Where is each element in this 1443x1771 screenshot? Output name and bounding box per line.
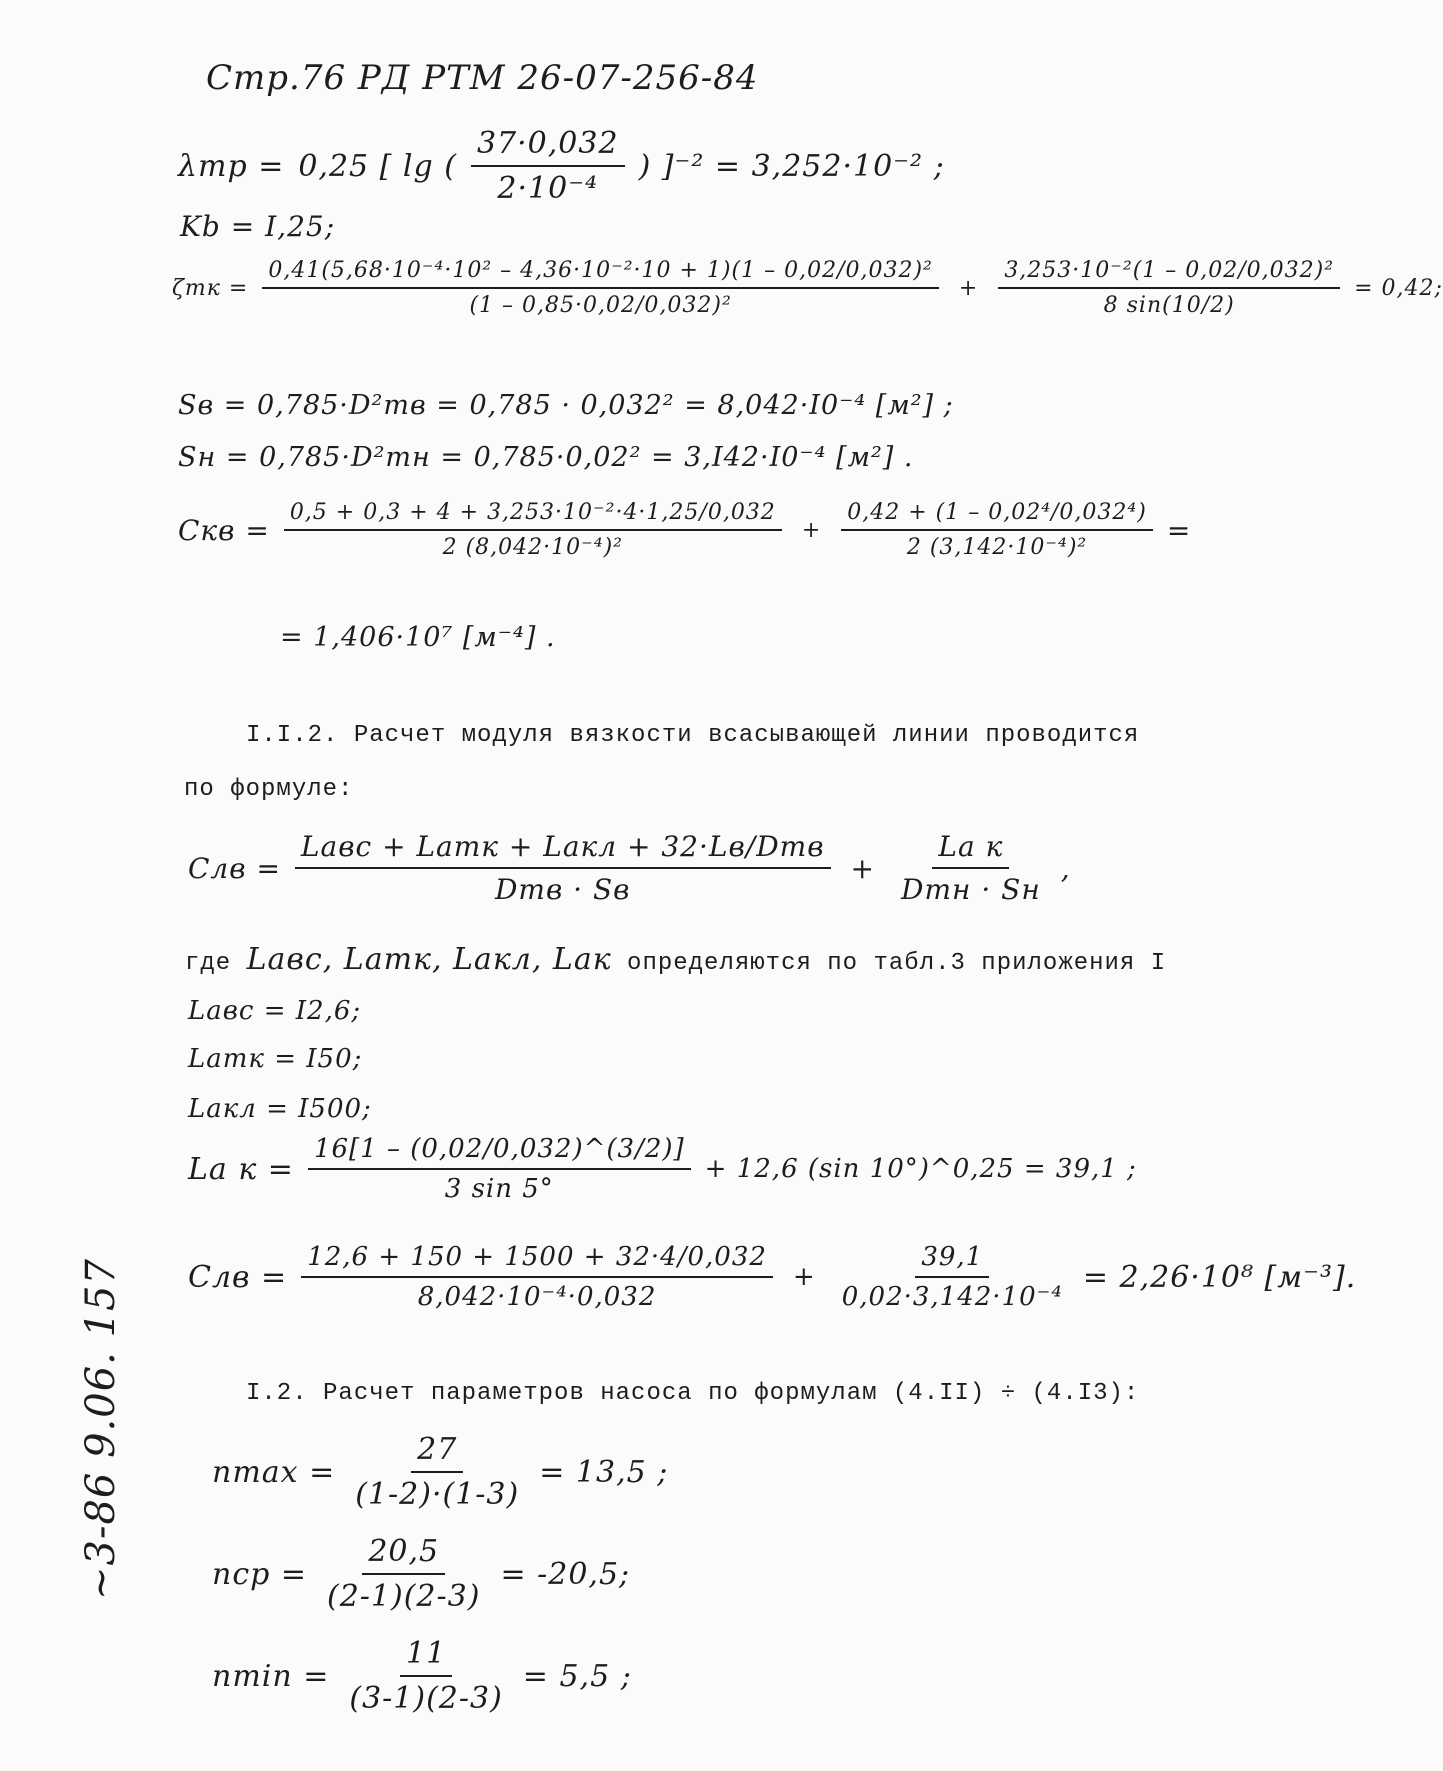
equation-lambda: [178, 126, 945, 206]
equation-cab: Cлв = $\frac{\text{Laвс + Laтк + Laкл + 32·Lв/Dтв}}{\text{Dтв · Sв}}$ + $\frac{\text{La к}}{\text{Dтн · Sн}}$ ,: [188, 830, 1071, 906]
lambda-right: ) ]⁻² = 3,252·10⁻² ;: [638, 148, 945, 184]
cab2-fraction-1: [301, 1242, 773, 1312]
lambda-left: 0,25 [ lg (: [298, 148, 457, 184]
n-min-result: = 5,5 ;: [522, 1658, 632, 1694]
equation-sb: Sв = 0,785·D²тв = 0,785 · 0,032² = 8,042·I0⁻⁴ [м²] ;: [178, 390, 954, 421]
equation-k: Kb = I,25;: [180, 210, 336, 243]
equation-zeta: ζтк = $\frac{\text{0,41(5,68·10⁻⁴·10² – 4,36·10⁻²·10 + 1)(1 – 0,02/0,032)²}}{\text{(1 – 0,85·0,02/0,032)²}}$ + $\frac{\text{3,253·10⁻²(1 – 0,02/0,032)²}}{8 \sin(10/2)}$ = 0,42;: [172, 258, 1443, 318]
ckv-equals: =: [1166, 513, 1192, 547]
lambda-numerator: 37·0,032: [471, 126, 625, 167]
cab-numerator-2: La к: [932, 830, 1009, 869]
zeta-fraction-2: [998, 258, 1340, 318]
n-min-denominator: (3-1)(2-3): [349, 1681, 503, 1716]
margin-stamp: ~3-86 9.06. 157: [78, 1258, 124, 1600]
zeta-denominator-2: 8 sin(10/2): [1103, 293, 1235, 318]
lak-rest: + 12,6 (sin 10°)^0,25 = 39,1 ;: [704, 1154, 1137, 1184]
cab2-numerator-1: 12,6 + 150 + 1500 + 32·4/0,032: [301, 1242, 773, 1278]
n-max-numerator: 27: [411, 1432, 463, 1473]
n-cp-lhs: nср =: [212, 1556, 307, 1592]
equation-ckv-result: = 1,406·10⁷ [м⁻⁴] .: [280, 622, 556, 653]
n-cp-fraction: [321, 1534, 486, 1614]
cab2-lhs: Cлв =: [188, 1259, 288, 1295]
n-cp-denominator: (2-1)(2-3): [327, 1579, 481, 1614]
paragraph-1: I.I.2. Расчет модуля вязкости всасывающей линии проводится: [246, 722, 1140, 749]
lak-numerator: 16[1 – (0,02/0,032)^(3/2)]: [308, 1134, 691, 1170]
n-min-lhs: nmin =: [212, 1658, 330, 1694]
ckv-fraction-1: [284, 500, 782, 560]
paragraph-2: [185, 942, 1166, 977]
ckv-denominator-2: 2 (3,142·10⁻⁴)²: [906, 535, 1088, 560]
equation-ckv: Cкв = $\frac{\text{0,5 + 0,3 + 4 + 3,253·10⁻²·4·1,25/0,032}}{\text{2 (8,042·10⁻⁴)²}}$ + $\frac{\text{0,42 + (1 – 0,02⁴/0,032⁴)}}{\text{2 (3,142·10⁻⁴)²}}$ =: [178, 500, 1192, 560]
n-max-lhs: nmax =: [212, 1454, 336, 1490]
lambda-fraction: [471, 126, 625, 206]
paragraph-2-labels: Laвс, Laтк, Laкл, Laк: [246, 942, 612, 977]
cab2-numerator-2: 39,1: [915, 1242, 989, 1278]
zeta-fraction-1: [262, 258, 939, 318]
la-kl: Laкл = I500;: [188, 1094, 372, 1124]
zeta-numerator-2: 3,253·10⁻²(1 – 0,02/0,032)²: [998, 258, 1340, 289]
cab-tail: ,: [1060, 851, 1071, 885]
la-tk: Laтк = I50;: [188, 1044, 363, 1074]
zeta-numerator-1: 0,41(5,68·10⁻⁴·10² – 4,36·10⁻²·10 + 1)(1 – 0,02/0,032)²: [262, 258, 939, 289]
n-cp-numerator: 20,5: [362, 1534, 445, 1575]
cab-denominator-1: Dтв · Sв: [494, 873, 631, 906]
n-cp-result: = -20,5;: [500, 1556, 631, 1592]
zeta-denominator-1: (1 – 0,85·0,02/0,032)²: [469, 293, 732, 318]
page-header: Стр.76 РД РТМ 26-07-256-84: [206, 58, 759, 98]
equation-n-max: [212, 1432, 668, 1512]
lak-denominator: 3 sin 5°: [444, 1174, 554, 1204]
n-min-fraction: [343, 1636, 508, 1716]
equation-n-cp: [212, 1534, 630, 1614]
equation-lak: [188, 1134, 1137, 1204]
ckv-lhs: Cкв =: [178, 513, 270, 547]
lambda-denominator: 2·10⁻⁴: [497, 171, 599, 206]
la-bc: Laвс = I2,6;: [188, 996, 362, 1026]
lak-lhs: La к =: [188, 1151, 294, 1187]
n-max-result: = 13,5 ;: [539, 1454, 669, 1490]
equation-cab-2: Cлв = $\frac{12,6 + 150 + 1500 + 32\cdot 4/0,032}{\text{8,042·10⁻⁴·0,032}}$ + $\frac{39,1}{\text{0,02·3,142·10⁻⁴}}$ = 2,26·10⁸ [м⁻³].: [188, 1242, 1357, 1312]
cab-denominator-2: Dтн · Sн: [901, 873, 1041, 906]
paragraph-2-prefix: где: [185, 950, 232, 977]
cab2-denominator-2: 0,02·3,142·10⁻⁴: [841, 1282, 1063, 1312]
cab-numerator-1: Laвс + Laтк + Laкл + 32·Lв/Dтв: [295, 830, 831, 869]
cab2-denominator-1: 8,042·10⁻⁴·0,032: [417, 1282, 657, 1312]
paragraph-3: I.2. Расчет параметров насоса по формулам (4.II) ÷ (4.I3):: [246, 1380, 1140, 1407]
n-min-numerator: 11: [400, 1636, 452, 1677]
ckv-numerator-1: 0,5 + 0,3 + 4 + 3,253·10⁻²·4·1,25/0,032: [284, 500, 782, 531]
lak-fraction: [308, 1134, 691, 1204]
n-max-denominator: (1-2)·(1-3): [355, 1477, 520, 1512]
equation-n-min: [212, 1636, 632, 1716]
zeta-lhs: ζтк =: [172, 275, 249, 301]
cab-fraction-1: [295, 830, 831, 906]
cab-lhs: Cлв =: [188, 851, 281, 885]
ckv-denominator-1: 2 (8,042·10⁻⁴)²: [442, 535, 623, 560]
ckv-numerator-2: 0,42 + (1 – 0,02⁴/0,032⁴): [841, 500, 1153, 531]
cab-fraction-2: [895, 830, 1047, 906]
zeta-result: = 0,42;: [1354, 275, 1443, 301]
lambda-lhs: λтр =: [178, 148, 285, 184]
paragraph-1-continued: по формуле:: [184, 776, 354, 803]
cab2-fraction-2: [836, 1242, 1069, 1312]
equation-sn: Sн = 0,785·D²тн = 0,785·0,02² = 3,I42·I0⁻⁴ [м²] .: [178, 442, 914, 473]
cab2-result: = 2,26·10⁸ [м⁻³].: [1082, 1259, 1357, 1295]
n-max-fraction: [349, 1432, 525, 1512]
paragraph-2-suffix: определяются по табл.3 приложения I: [627, 950, 1167, 977]
ckv-fraction-2: [841, 500, 1153, 560]
